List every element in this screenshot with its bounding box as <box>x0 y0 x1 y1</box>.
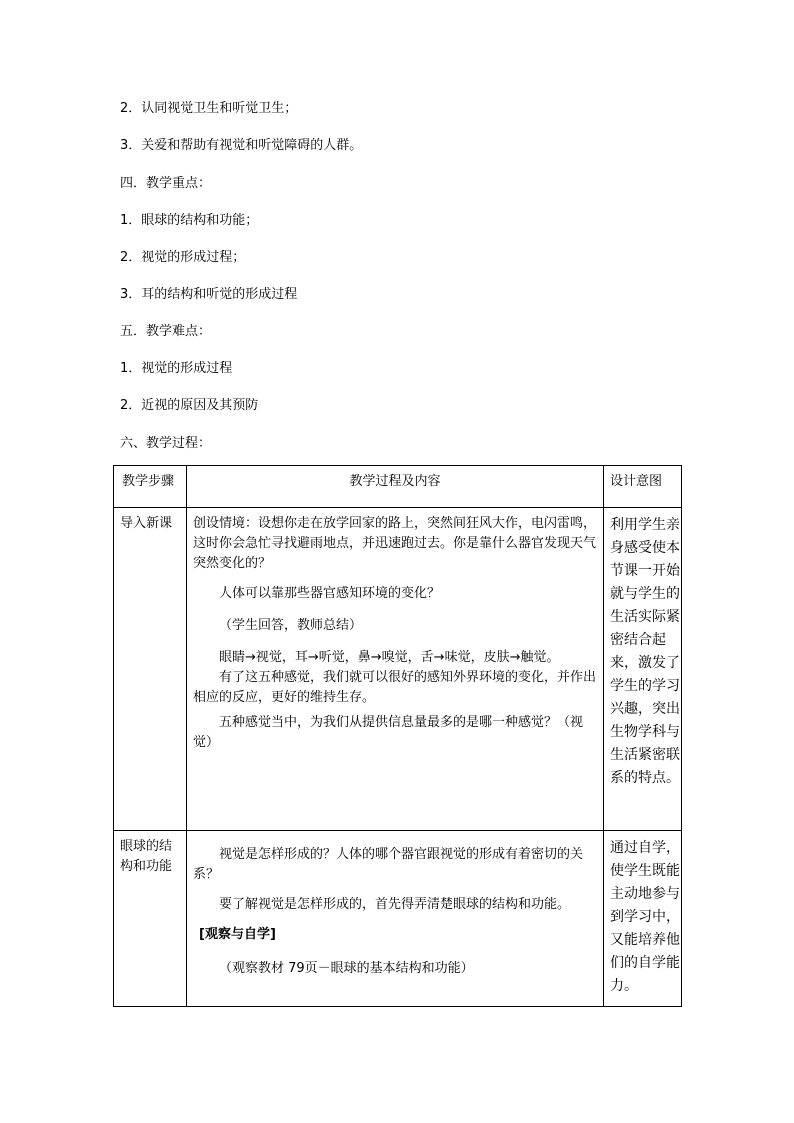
content-paragraph: （学生回答，教师总结） <box>219 618 363 633</box>
content-paragraph: 有了这五种感觉，我们就可以很好的感知外界环境的变化，并作出相应的反应，更好的维持生存。 <box>193 670 597 705</box>
header-content: 教学过程及内容 <box>187 466 604 508</box>
step-cell: 导入新课 <box>114 508 187 831</box>
content-cell <box>187 831 604 1007</box>
content-paragraph: 人体可以靠那些器官感知环境的变化？ <box>219 586 441 601</box>
content-cell <box>187 508 604 831</box>
section-heading-key-points: 四．教学重点： <box>120 176 212 191</box>
table-row <box>114 508 682 831</box>
step-cell: 眼球的结构和功能 <box>114 831 187 1007</box>
content-paragraph: 眼睛→视觉，耳→听觉，鼻→嗅觉，舌→味觉，皮肤→触觉。 <box>219 650 560 665</box>
section-heading-process: 六、教学过程： <box>120 436 212 451</box>
body-line-2: 3．关爱和帮助有视觉和听觉障碍的人群。 <box>120 138 363 153</box>
section-heading-difficulties: 五．教学难点： <box>120 324 212 339</box>
intent-cell: 利用学生亲身感受使本节课一开始就与学生的生活实际紧密结合起来，激发了学生的学习兴趣，突出生物学科与生活紧密联系的特点。 <box>604 508 682 831</box>
body-line-7: 2．近视的原因及其预防 <box>120 398 259 413</box>
teaching-process-table <box>113 465 682 1007</box>
body-line-5: 3．耳的结构和听觉的形成过程 <box>120 287 298 302</box>
body-line-1: 2．认同视觉卫生和听觉卫生； <box>120 101 298 116</box>
content-paragraph: 创设情境：设想你走在放学回家的路上，突然间狂风大作，电闪雷鸣，这时你会急忙寻找避雨地点，并迅速跑过去。你是靠什么器官发现天气突然变化的？ <box>193 516 597 571</box>
table-header-row <box>114 466 682 508</box>
table-row <box>114 831 682 1007</box>
body-line-6: 1．视觉的形成过程 <box>120 361 233 376</box>
content-paragraph: 视觉是怎样形成的？人体的哪个器官跟视觉的形成有着密切的关系？ <box>193 847 584 882</box>
header-intent: 设计意图 <box>604 466 682 508</box>
content-paragraph: （观察教材 79页－眼球的基本结构和功能） <box>219 961 474 976</box>
header-step: 教学步骤 <box>114 466 187 508</box>
content-paragraph: 要了解视觉是怎样形成的，首先得弄清楚眼球的结构和功能。 <box>219 897 571 912</box>
content-heading: [观察与自学] <box>199 927 276 942</box>
body-line-3: 1．眼球的结构和功能； <box>120 213 259 228</box>
intent-cell: 通过自学，使学生既能主动地参与到学习中，又能培养他们的自学能力。 <box>604 831 682 1007</box>
body-line-4: 2．视觉的形成过程； <box>120 250 246 265</box>
content-paragraph: 五种感觉当中，为我们从提供信息量最多的是哪一种感觉？（视觉） <box>193 715 584 750</box>
